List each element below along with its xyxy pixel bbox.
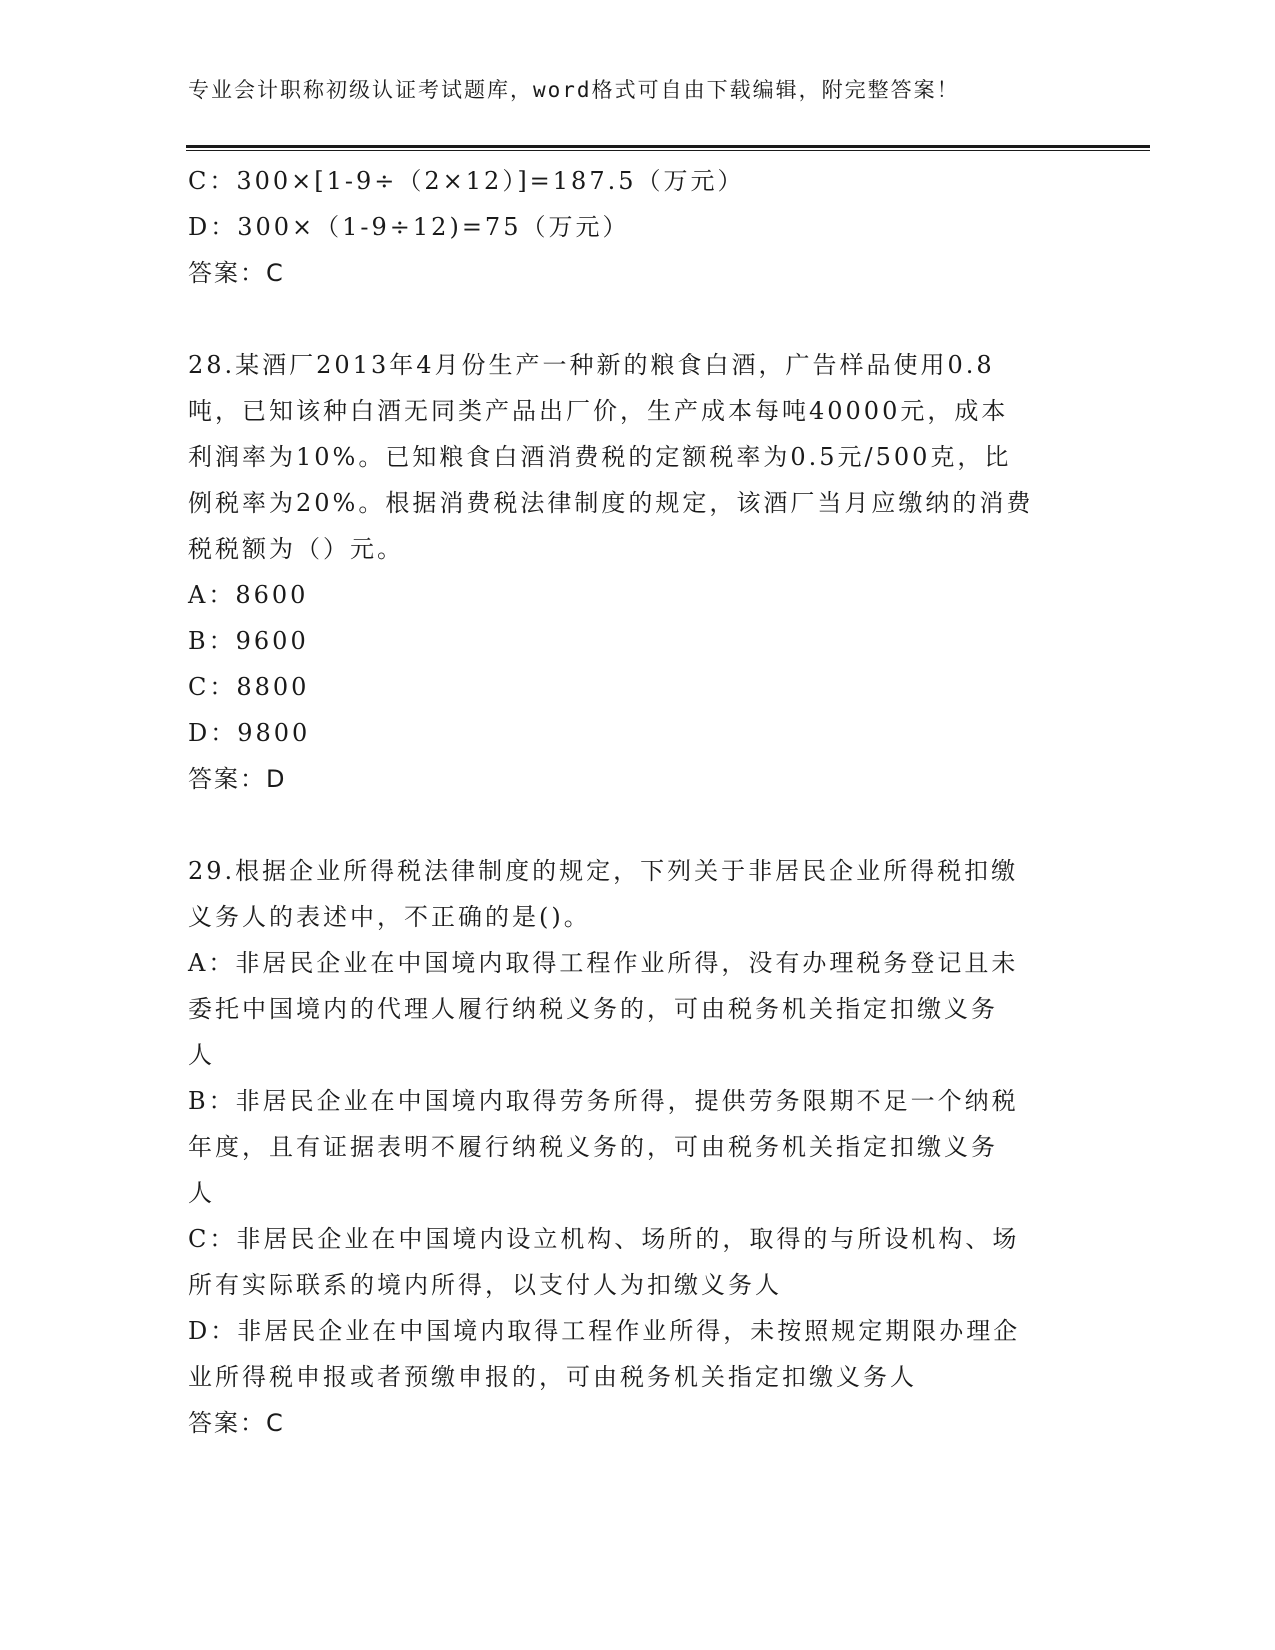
q29-option-a-line: 人 [188, 1041, 215, 1069]
q28-stem-line: 税税额为（）元。 [188, 535, 404, 563]
q28-answer: 答案：D [188, 765, 287, 793]
header-divider-thick [186, 145, 1150, 148]
q29-answer: 答案：C [188, 1409, 285, 1437]
prev-option-d: D：300×（1-9÷12)=75（万元） [188, 213, 630, 241]
page-header: 专业会计职称初级认证考试题库，word格式可自由下载编辑，附完整答案！ [188, 78, 960, 102]
spacer [188, 802, 1088, 848]
q28-option-b: B：9600 [188, 627, 309, 655]
spacer [188, 296, 1088, 342]
question-29 [188, 848, 1088, 1446]
q28-stem-line: 吨，已知该种白酒无同类产品出厂价，生产成本每吨40000元，成本 [188, 397, 1009, 425]
q28-stem-line: 例税率为20%。根据消费税法律制度的规定，该酒厂当月应缴纳的消费 [188, 489, 1034, 517]
q29-option-a-line: A：非居民企业在中国境内取得工程作业所得，没有办理税务登记且未 [188, 949, 1019, 977]
prev-answer: 答案：C [188, 259, 285, 287]
q28-stem-line: 28.某酒厂2013年4月份生产一种新的粮食白酒，广告样品使用0.8 [188, 351, 995, 379]
document-body [188, 158, 1088, 1446]
q29-stem-line: 义务人的表述中，不正确的是()。 [188, 903, 591, 931]
q28-stem-line: 利润率为10%。已知粮食白酒消费税的定额税率为0.5元/500克，比 [188, 443, 1012, 471]
q29-option-b-line: B：非居民企业在中国境内取得劳务所得，提供劳务限期不足一个纳税 [188, 1087, 1019, 1115]
q29-option-b-line: 人 [188, 1179, 215, 1207]
q29-option-d-line: D：非居民企业在中国境内取得工程作业所得，未按照规定期限办理企 [188, 1317, 1021, 1345]
q29-option-d-line: 业所得税申报或者预缴申报的，可由税务机关指定扣缴义务人 [188, 1363, 917, 1391]
q29-option-a-line: 委托中国境内的代理人履行纳税义务的，可由税务机关指定扣缴义务 [188, 995, 998, 1023]
q29-stem-line: 29.根据企业所得税法律制度的规定，下列关于非居民企业所得税扣缴 [188, 857, 1019, 885]
question-28 [188, 342, 1088, 802]
q28-option-d: D：9800 [188, 719, 311, 747]
prev-option-c: C：300×[1-9÷（2×12）]=187.5（万元） [188, 167, 745, 195]
q29-option-c-line: C：非居民企业在中国境内设立机构、场所的，取得的与所设机构、场 [188, 1225, 1020, 1253]
q29-option-b-line: 年度，且有证据表明不履行纳税义务的，可由税务机关指定扣缴义务 [188, 1133, 998, 1161]
q28-option-c: C：8800 [188, 673, 310, 701]
header-divider-thin [186, 150, 1150, 151]
q28-option-a: A：8600 [188, 581, 309, 609]
q29-option-c-line: 所有实际联系的境内所得，以支付人为扣缴义务人 [188, 1271, 782, 1299]
